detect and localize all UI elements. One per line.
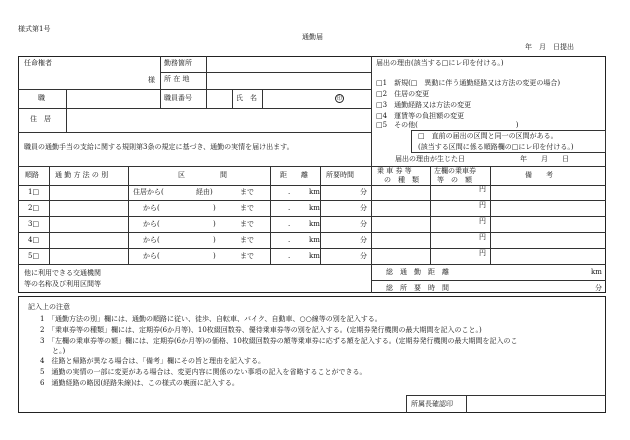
note-5: 5 通勤の実情の一部に変更がある場合は、変更内容に関係のない事項の記入を省略することができる。 <box>40 368 367 376</box>
row-km: km <box>309 236 320 244</box>
row-to: まで <box>240 236 254 244</box>
row-min: 分 <box>360 236 367 244</box>
notes-title: 記入上の注意 <box>28 303 70 311</box>
col-order: 順路 <box>25 171 39 179</box>
form-title: 通勤届 <box>302 33 323 41</box>
sama-label: 様 <box>148 76 155 84</box>
total-distance-unit: km <box>591 268 602 276</box>
row-min: 分 <box>360 188 367 196</box>
row-to: まで <box>240 188 254 196</box>
col-remarks: 備 考 <box>525 171 553 179</box>
row-order[interactable]: 2□ <box>28 204 40 212</box>
row-dot: . <box>288 188 291 196</box>
row-yen: 円 <box>479 217 486 225</box>
row-yen: 円 <box>479 185 486 193</box>
reason-item-2[interactable]: □2 住居の変更 <box>376 90 430 98</box>
submission-date: 年 月 日提出 <box>525 43 574 51</box>
reason-item-5[interactable]: □5 その他( ) <box>376 121 519 129</box>
position-label: 職 <box>38 94 45 102</box>
total-time-unit: 分 <box>595 284 602 292</box>
reason-item-1[interactable]: □1 新規(□ 異動に伴う通勤経路又は方法の変更の場合) <box>376 79 561 87</box>
row-yen: 円 <box>479 233 486 241</box>
name-label: 氏 名 <box>236 94 257 102</box>
col-ticket-1: 乗 車 券 等 <box>377 167 412 175</box>
row-min: 分 <box>360 220 367 228</box>
row-order[interactable]: 1□ <box>28 188 40 196</box>
total-time-label: 総 所 要 時 間 <box>386 284 449 292</box>
row-via: ) <box>213 204 216 212</box>
employee-no-label: 職員番号 <box>164 94 192 102</box>
note-1: 1 「通勤方法の別」欄には、通勤の順路に従い、徒歩、自転車、バイク、自動車、○○線等の別を記入する。 <box>40 315 382 323</box>
workplace-label: 勤務箇所 <box>164 59 192 67</box>
row-via: ) <box>213 252 216 260</box>
approval-seal-label: 所属長確認印 <box>411 400 453 408</box>
row-yen: 円 <box>479 201 486 209</box>
col-fare-2: 等 の 額 <box>437 176 472 184</box>
row-order[interactable]: 5□ <box>28 252 40 260</box>
row-dot: . <box>288 236 291 244</box>
note-2: 2 「乗車券等の種類」欄には、定期券(6か月等)、10枚綴回数券、優待乗車券等の別を記入する。(定期券発行機関の最大期間を記入のこと。) <box>40 326 482 334</box>
seal-mark-icon: 印 <box>336 96 342 102</box>
total-distance-label: 総 通 勤 距 離 <box>386 268 449 276</box>
reason-divider <box>371 56 372 166</box>
row-km: km <box>309 220 320 228</box>
col-fare-1: 左欄の乗車券 <box>434 167 476 175</box>
reason-item-4[interactable]: □4 運賃等の負担額の変更 <box>376 112 465 120</box>
reason-date-label: 届出の理由が生じた日 <box>395 155 465 163</box>
row-dot: . <box>288 252 291 260</box>
row-to: まで <box>240 204 254 212</box>
reason-date-value: 年 月 日 <box>520 155 569 163</box>
row-via: ) <box>213 220 216 228</box>
row-from: 住居から( <box>133 188 164 196</box>
row-min: 分 <box>360 252 367 260</box>
appointer-label: 任命権者 <box>24 59 52 67</box>
row-from: から( <box>143 220 160 228</box>
row-km: km <box>309 204 320 212</box>
col-ticket-2: の 種 類 <box>384 176 419 184</box>
row-via: ) <box>213 236 216 244</box>
col-method: 通 勤 方 法 の 別 <box>55 171 109 179</box>
row-via: 経由) <box>196 188 213 196</box>
row-from: から( <box>143 236 160 244</box>
reason-header: 届出の理由(該当する□にレ印を付ける。) <box>376 59 504 67</box>
note-3: 3 「左欄の乗車券等の額」欄には、定期券(6か月等)の価格、10枚綴回数券の額等乗車券に応ずる額を記入する。(定期券発行機関の最大期間を記入のこ <box>40 337 518 345</box>
note-6: 6 通勤経路の略図(経路朱線)は、この様式の裏面に記入する。 <box>40 379 239 387</box>
declaration-text: 職員の通勤手当の支給に関する規則第3条の規定に基づき、通勤の実情を届け出ます。 <box>24 143 294 151</box>
same-route-line-2: (該当する区間に係る順路欄の□にレ印を付ける。) <box>418 143 574 151</box>
row-dot: . <box>288 220 291 228</box>
col-distance: 距 離 <box>280 171 308 179</box>
row-to: まで <box>240 252 254 260</box>
row-km: km <box>309 188 320 196</box>
col-section: 区 間 <box>178 171 227 179</box>
row-from: から( <box>143 252 160 260</box>
approval-seal-field[interactable] <box>467 396 605 412</box>
row-order[interactable]: 3□ <box>28 220 40 228</box>
row-yen: 円 <box>479 249 486 257</box>
row-min: 分 <box>360 204 367 212</box>
other-transport-line-1: 他に利用できる交通機関 <box>24 269 101 277</box>
residence-label: 住 居 <box>30 115 51 123</box>
note-4: 4 往路と帰路が異なる場合は、「備考」欄にその旨と理由を記入する。 <box>40 357 265 365</box>
row-to: まで <box>240 220 254 228</box>
col-time: 所要時間 <box>326 171 354 179</box>
row-from: から( <box>143 204 160 212</box>
row-dot: . <box>288 204 291 212</box>
form-number: 様式第1号 <box>18 25 51 33</box>
other-transport-line-2: 等の名称及び利用区間等 <box>24 280 101 288</box>
note-3-cont: と。) <box>52 347 66 355</box>
row-km: km <box>309 252 320 260</box>
row-order[interactable]: 4□ <box>28 236 40 244</box>
location-label: 所 在 地 <box>164 75 190 83</box>
same-route-line-1[interactable]: □ 直前の届出の区間と同一の区間がある。 <box>418 132 558 140</box>
reason-item-3[interactable]: □3 通勤経路又は方法の変更 <box>376 101 472 109</box>
